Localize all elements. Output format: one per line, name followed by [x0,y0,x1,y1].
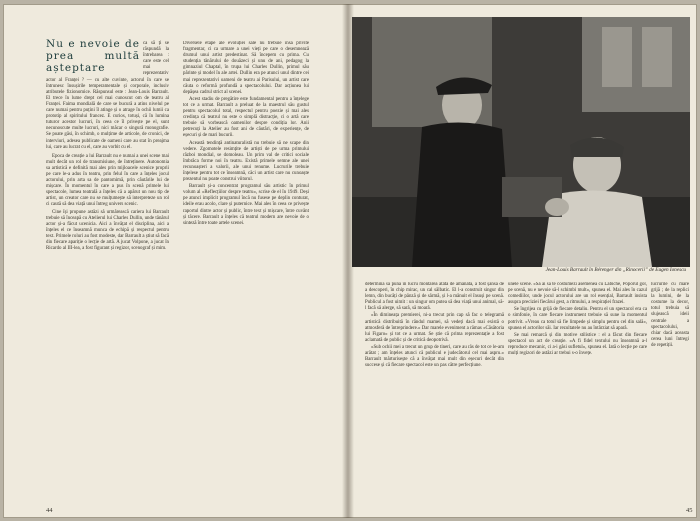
article-title: Nu e nevoie de prea multă așteptare [46,38,140,74]
paragraph: Epoca de creație a lui Barrault nu e numai a unei scene mai mult decât un rol de transmisiune, de întreținere. Autonomia sa artistică e definită mai ales prin mijloacele scenice proprii pe care le-a adus în teatru, prin felul în care a înțeles jocul actorului, prin arta sa de pantomimă, prin căutările lui de mișcare. În momentul în care a pus în scenă primele lui spectacole, lumea teatrală a înțeles că a apărut un nou tip de artist, un creator care nu se mulțumește să interpreteze un rol ci caută să dea viață unui întreg univers scenic. [46,153,169,208]
paragraph: Această tendință antinaturalistă nu trebuie să ne scape din vedere. Zgomotele resimțite de artiști de pe urma primului război mondial, se domoleau. Un prim val de critici sociale îmbrăca forme noi în teatru. Există primele semne ale unei recunoașteri a valorii, ale unui renume. Lucrurile trebuie înțelese pentru tot ce înseamnă, căci un artist care nu cunoaște prezentul nu poate construi viitorul. [183,140,309,183]
title-block [46,38,169,151]
right-column-2 [508,282,647,504]
paragraph: Se mai remarcă și din motive stilistice : el a făcut din fiecare spectacol un act de creație. «A fi fidel textului nu înseamnă a-l reproduce mecanic, ci a-i găsi sufletul», spunea el. Iată o lecție pe care mulți regizori de astăzi ar trebui s-o învețe. [508,332,647,357]
photo-barrault-rinocerii [352,17,690,267]
paragraph: unele scene. «Să ai să te costumezi asemenea cu Labiche, Poporul gol, pe scenă, nu e nevoie să-l schimbi mult», spunea el. Mai ales în cazul comediilor, unde jocul actorului are un rol esențial, Barrault insista asupra preciziei fiecărui gest, a ritmului, a respirației frazei. [508,282,647,306]
photo-illustration [352,17,690,267]
left-page [3,4,345,518]
paragraph: Acest stadiu de pregătire este fundamental pentru a înțelege tot ce a urmat. Barrault a preluat de la maestrul său gustul pentru spectacolul total, respectul pentru poezie și mai ales credința că teatrul nu este o simplă distracție, ci o artă care trebuie să vorbească oamenilor despre condiția lor. Anii petrecuți la Atelier au fost ani de căutări, de experiențe, de eșecuri și de mari bucurii. [183,96,309,139]
paragraph: Barrault și-a concentrat programul său artistic în primul volum al «Reflecțiilor despre teatru», scrise de el în 1949. Deși pe atunci implicit programul încă nu fusese pe deplin conturat, ideile erau acolo, clare și puternice. Mai ales în ceea ce privește raportul dintre actor și public, între text și mișcare, între cuvânt și tăcere. Barrault a înțeles că teatrul modern are nevoie de o sinteză între toate artele scenei. [183,184,309,226]
right-column-3 [651,282,689,504]
page-number-left: 44 [46,507,53,514]
right-column-1 [365,282,504,504]
paragraph: «În dimineața premierei, ni-a trecut prin cap să fac o telegramă artistică distribuită în rândul mamei, să vedeți dacă mai există o atmosferă de întreprindere.» Dar marele eveniment a rămas «Căsătoria lui Figaro» și tot ce a urmat. Se știe că prima reprezentație a fost aclamată de public și de critică deopotrivă. [365,313,504,343]
paragraph: lucrurile cu mare grijă ; de la replici la lumini, de la costume la decor, totul trebuia să slujească ideii centrale a spectacolului, chiar dacă aceasta cerea luni întregi de repetiții. [651,282,689,348]
paragraph: Cine își propune astăzi să urmărească cariera lui Barrault trebuie să înceapă cu Atelierul lui Charles Dullin, unde tânărul actor și-a făcut ucenicia. Aici a învățat el disciplina, aici a înțeles el ce înseamnă munca de echipă și respectul pentru text. Primele roluri au fost modeste, dar Barrault a știut să facă din fiecare apariție o lecție de artă. A jucat Volpone, a jucat în Ricardo al III-lea, a fost figurant și regizor, scenograf și mim. [46,209,169,252]
left-column-1 [46,38,169,500]
paragraph: «Sub ochii mei a trecut un grup de tineri, care au râs de tot ce le-am arătat ; am înțeles atunci că publicul e judecătorul cel mai aspru.» Barrault mărturisește că a învățat mai mult din eșecuri decât din succese și că fiecare spectacol este un pas către perfecțiune. [365,344,504,369]
right-page [352,4,697,518]
page-number-right: 45 [686,507,693,514]
lead-paragraph: ca să ți se răspundă la întrebarea : care este cel mai reprezentativ actor al Franței ? — cu alte cuvinte, actorul în care se întrunesc însușirile temperamentale și corporale, inclusiv atributele fizionomice. Răspunsul este : Jean-Louis Barrault. El trece în lume drept cel mai cunoscut om de teatru al Franței. Faima mondială de care se bucură a atins nivelul pe care numai pentru puțini îl atinge și o atrage în ochii lumii ca prototip al spiritului francez. E curios, totuși, că în lumina tuturor acestor lucruri, în ceea ce îl privește pe el, sunt necunoscute multe lucruri, nici măcar o singură monografie. Se poate găsi, în schimb, o mulțime de articole, de cronici, de interviuri, adesea publicate de oameni care au stat în preajma lui, care au lucrat cu el, care au vorbit cu el. [46,41,169,150]
paragraph: Se îngrijea cu grijă de fiecare detaliu. Pentru el un spectacol era ca o simfonie, în care fiecare instrument trebuie să sune la momentul potrivit. «Vreau ca totul să fie limpede și simplu pentru cel din sală», spunea el actorilor săi. Iar rezultatele nu au întârziat să apară. [508,307,647,331]
paragraph: Diversele etape ale evoluției sale nu trebuie însă privite fragmentar, ci ca urmare a unei vieți pe care o desemnează drumul unui artist predestinat. Să începem cu prima. Cu studenția tânărului de douăzeci și unu de ani, pedagog la gimnaziul Chaptal, în trupa lui Charles Dullin, primul său părinte și model în ale artei. Dullin era pe atunci unul dintre cei mai reprezentativi oameni de teatru ai Parisului, un artist care căuta o reformă profundă a spectacolului. Dar acțiunea lui depășea cadrul strict al scenei. [183,41,309,95]
paragraph: determina să pună în lucru montarea atâta de amânată, a fost șansa de a descoperi, în chip mirac, un cal sălbatic. El l-a construit singur din lemn, din bucăți de pânză și de sârmă, și l-a mânuit el însuși pe scenă. Publicul a fost uimit : un singur om putea să dea viață unui animal, să-l facă să alerge, să sară, să moară. [365,282,504,312]
photo-caption: Jean-Louis Barrault în Bérenger din „Rinocerii” de Eugen Ionescu [545,267,686,273]
left-column-2 [183,41,309,501]
